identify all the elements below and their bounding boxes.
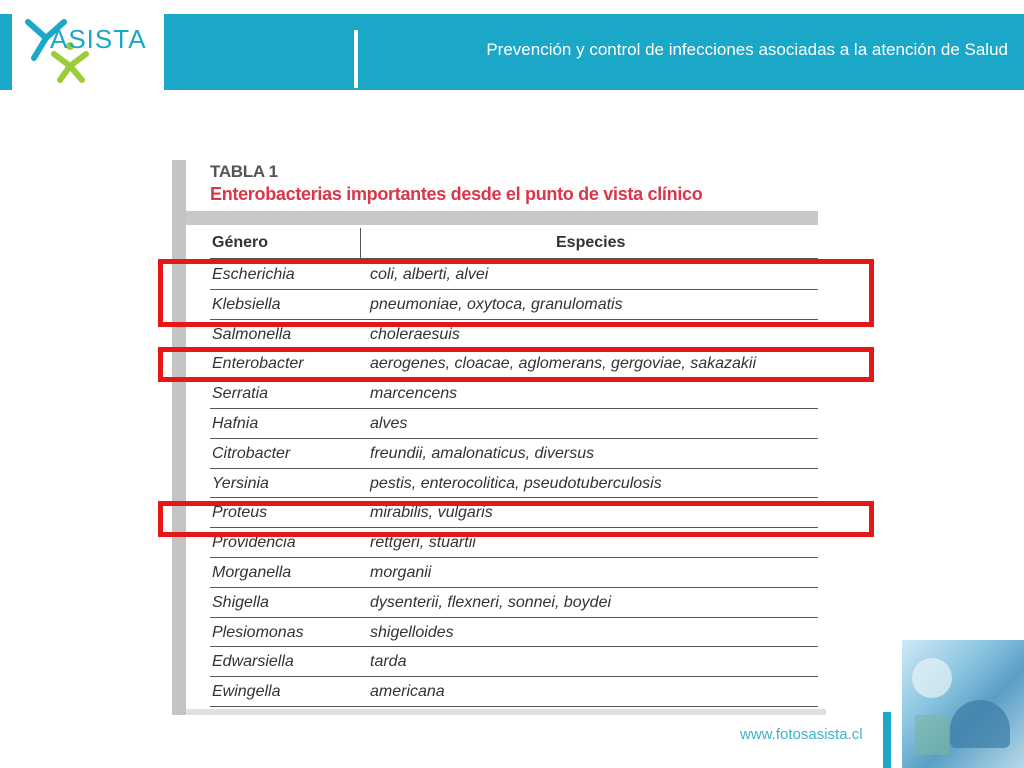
cell-especies: marcencens <box>370 385 458 403</box>
header-left-strip <box>0 14 12 90</box>
table-row <box>210 618 818 648</box>
cell-genero: Salmonella <box>212 325 292 343</box>
table-row <box>210 677 818 707</box>
table-row <box>210 558 818 588</box>
cell-especies: tarda <box>370 653 407 671</box>
cell-genero: Plesiomonas <box>212 623 304 641</box>
cell-genero: Shigella <box>212 593 269 611</box>
table-row <box>210 647 818 677</box>
table-row <box>210 409 818 439</box>
cell-especies: choleraesuis <box>370 325 460 343</box>
figure-bottom-shadow <box>186 709 826 715</box>
cell-genero: Klebsiella <box>212 295 281 313</box>
cell-genero: Citrobacter <box>212 444 291 462</box>
column-header-genero: Género <box>212 234 269 251</box>
cell-genero: Morganella <box>212 563 292 581</box>
figure-left-bar <box>172 160 186 715</box>
table-title: Enterobacterias importantes desde el punto de vista clínico <box>210 184 703 204</box>
cell-especies: aerogenes, cloacae, aglomerans, gergoviae, sakazakii <box>370 355 757 373</box>
table-row <box>210 588 818 618</box>
table-figure <box>172 160 822 715</box>
cell-especies: dysenterii, flexneri, sonnei, boydei <box>370 593 612 611</box>
table-header-row <box>210 228 818 260</box>
cell-especies: americana <box>370 683 445 701</box>
cell-especies: coli, alberti, alvei <box>370 266 489 283</box>
cell-especies: rettgeri, stuartii <box>370 534 476 552</box>
page-title: Prevención y control de infecciones asociadas a la atención de Salud <box>486 40 1008 59</box>
table-row <box>210 439 818 469</box>
highlight-box-escherichia-klebsiella <box>158 259 874 327</box>
cell-genero: Edwarsiella <box>212 653 294 671</box>
table-row <box>210 469 818 499</box>
table-row <box>210 379 818 409</box>
highlight-box-proteus <box>158 501 874 537</box>
cell-genero: Serratia <box>212 385 269 403</box>
cell-genero: Hafnia <box>212 414 259 432</box>
cell-especies: morganii <box>370 563 432 581</box>
cell-especies: mirabilis, vulgaris <box>370 504 493 522</box>
footer-url: www.fotosasista.cl <box>740 726 863 743</box>
cell-genero: Enterobacter <box>212 355 304 373</box>
table-label: TABLA 1 <box>210 162 278 181</box>
cell-genero: Yersinia <box>212 474 269 492</box>
cell-genero: Ewingella <box>212 683 281 701</box>
cell-especies: alves <box>370 414 408 432</box>
column-header-especies: Especies <box>556 234 626 251</box>
cell-especies: shigelloides <box>370 623 454 641</box>
cell-especies: pestis, enterocolitica, pseudotuberculosis <box>370 474 662 492</box>
cell-genero: Providencia <box>212 534 296 552</box>
title-band <box>186 211 818 225</box>
cell-genero: Proteus <box>212 504 268 522</box>
logo-text: ASISTA <box>50 24 147 54</box>
cell-especies: freundii, amalonaticus, diversus <box>370 444 595 462</box>
photo-detail <box>915 715 949 755</box>
photo-detail <box>912 658 952 698</box>
cell-genero: Escherichia <box>212 266 295 283</box>
cell-especies: pneumoniae, oxytoca, granulomatis <box>370 295 623 313</box>
header-divider <box>354 30 358 88</box>
column-divider <box>360 228 361 258</box>
highlight-box-enterobacter <box>158 347 874 382</box>
footer-accent-bar <box>883 712 891 768</box>
